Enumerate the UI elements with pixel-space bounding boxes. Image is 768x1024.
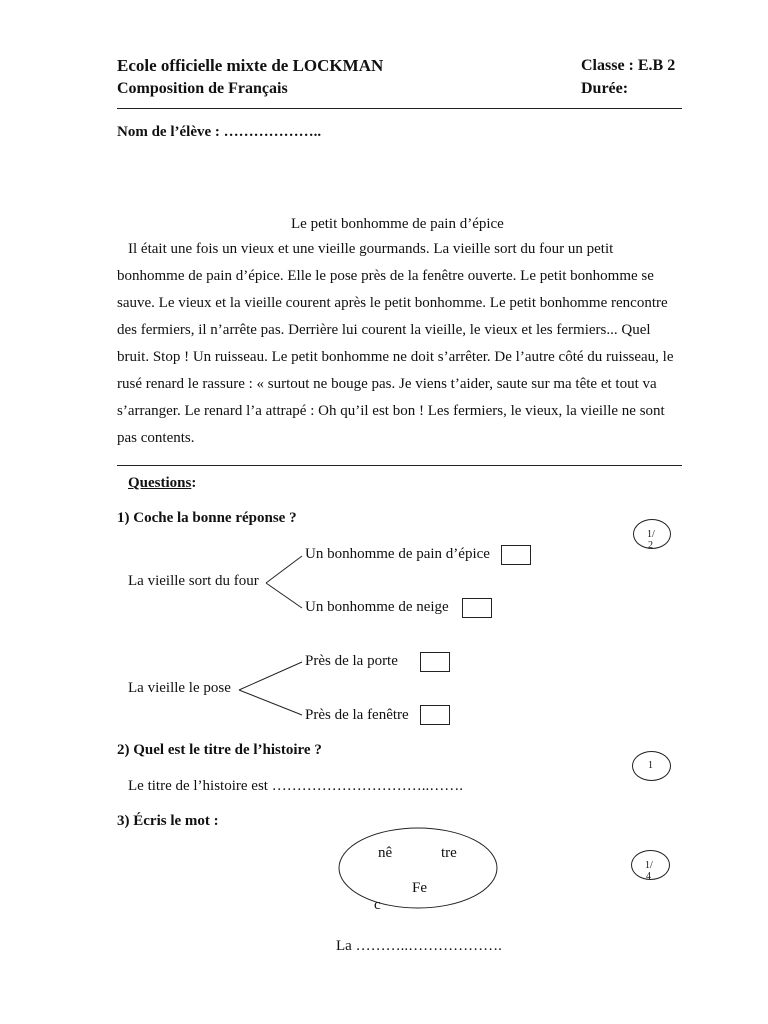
syllable-ne: nê bbox=[378, 845, 393, 861]
q1-group1-stem: La vieille sort du four bbox=[128, 573, 259, 589]
subject-title: Composition de Français bbox=[117, 80, 288, 97]
q3-answer-line[interactable]: La ………..………………. bbox=[336, 938, 502, 954]
connector-line bbox=[239, 690, 302, 715]
connector-line bbox=[239, 662, 302, 690]
q1-group2-option-b: Près de la fenêtre bbox=[305, 707, 409, 723]
score-circle-q1: 1/ 2 bbox=[633, 519, 671, 549]
q2-answer-line[interactable]: Le titre de l’histoire est …………………………..……. bbox=[128, 778, 463, 794]
syllable-tre: tre bbox=[441, 845, 457, 861]
class-label: Classe : E.B 2 bbox=[581, 57, 676, 74]
syllable-fe: Fe bbox=[412, 880, 427, 896]
score-circle-q3: 1/ 4 bbox=[631, 850, 670, 880]
connector-line bbox=[266, 556, 302, 583]
syllable-c: c bbox=[374, 897, 381, 913]
q1-group1-option-a: Un bonhomme de pain d’épice bbox=[305, 546, 490, 562]
question-2-title: 2) Quel est le titre de l’histoire ? bbox=[117, 742, 322, 758]
q1-group1-option-b: Un bonhomme de neige bbox=[305, 599, 449, 615]
questions-heading: Questions: bbox=[128, 475, 197, 491]
school-name: Ecole officielle mixte de LOCKMAN bbox=[117, 56, 384, 75]
q1-group2-option-a: Près de la porte bbox=[305, 653, 398, 669]
q1-group2-stem: La vieille le pose bbox=[128, 680, 231, 696]
question-3-title: 3) Écris le mot : bbox=[117, 813, 219, 829]
student-name-field[interactable]: Nom de l’élève : ……………….. bbox=[117, 124, 322, 140]
question-1-title: 1) Coche la bonne réponse ? bbox=[117, 510, 297, 526]
story-paragraph: Il était une fois un vieux et une vieille gourmands. La vieille sort du four un petit bonhomme de pain d’épice. Elle le pose près de la fenêtre ouverte. Le petit bonhomme se sauve. Le vieux et la vieille courent après le petit bonhomme. Le petit bonhomme rencontre des fermiers, il n’arrête pas. Derrière lui courent la vieille, le vieux et les fermiers... Quel bruit. Stop ! Un ruisseau. Le petit bonhomme ne doit s’arrêter. De l’autre côté du ruisseau, le rusé renard le rassure : « surtout ne bouge pas. Je viens t’aider, saute sur ma tête et tout va s’arranger. Le renard l’a attrapé : Oh qu’il est bon ! Les fermiers, le vieux, la vieille ne sont pas contents. bbox=[117, 241, 674, 446]
story-title: Le petit bonhomme de pain d’épice bbox=[291, 216, 504, 232]
duration-label: Durée: bbox=[581, 80, 629, 97]
connector-line bbox=[266, 583, 302, 608]
score-circle-q2: 1 bbox=[632, 751, 671, 781]
